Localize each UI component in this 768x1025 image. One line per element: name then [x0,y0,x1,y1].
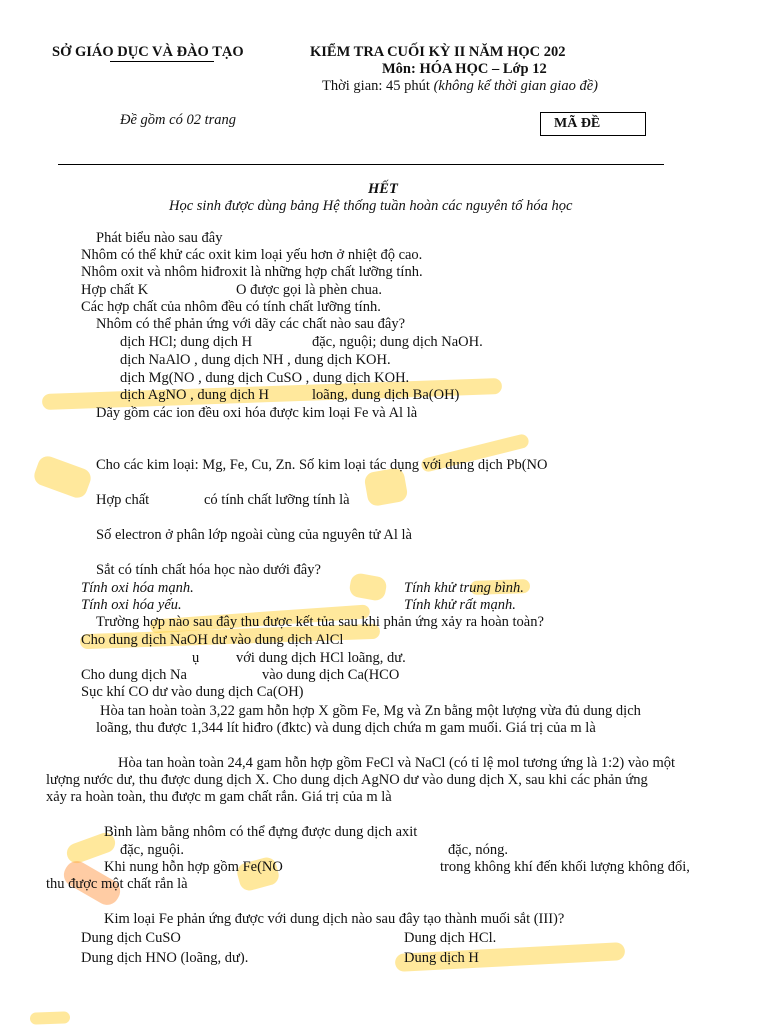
question-text: Số electron ở phân lớp ngoài cùng của nguyên tử Al là [96,527,412,543]
answer-option: Tính khử rất mạnh. [404,597,516,613]
answer-option: ụ [192,650,200,666]
highlight-mark [32,453,94,500]
question-text: Sắt có tính chất hóa học nào dưới đây? [96,562,321,578]
answer-option: đặc, nóng. [448,842,508,858]
answer-option: Dung dịch HCl. [404,930,497,946]
answer-option: dịch HCl; dung dịch H [120,334,253,350]
question-text: Hòa tan hoàn toàn 24,4 gam hỗn hợp gồm FeCl và NaCl (có tỉ lệ mol tương ứng là 1:2) vào một [118,755,675,771]
answer-option: Dung dịch H [404,950,479,966]
underline [110,61,214,62]
answer-option: Cho dung dịch NaOH dư vào dung dịch AlCl [81,632,344,648]
question-text: có tính chất lưỡng tính là [204,492,350,508]
answer-option: dịch Mg(NO , dung dịch CuSO , dung dịch KOH. [120,370,410,386]
answer-option: Tính oxi hóa yếu. [81,597,182,613]
answer-option: dịch NaAlO , dung dịch NH , dung dịch KOH. [120,352,391,368]
subject-line: Môn: HÓA HỌC – Lớp 12 [382,61,547,77]
answer-option: Nhôm oxit và nhôm hiđroxit là những hợp chất lưỡng tính. [81,264,423,280]
divider [58,164,664,165]
question-text: Khi nung hỗn hợp gồm Fe(NO [104,859,283,875]
time-line [322,78,598,95]
question-text: Phát biểu nào sau đây [96,230,223,246]
question-text: trong không khí đến khối lượng không đổi, [440,859,690,875]
question-text: thu được một chất rắn là [46,876,188,892]
department-name: SỞ GIÁO DỤC VÀ ĐÀO TẠO [52,44,244,60]
question-text: Bình làm bằng nhôm có thể đựng được dung dịch axit [104,824,418,840]
question-text: Cho các kim loại: Mg, Fe, Cu, Zn. Số kim loại tác dụng với dung dịch Pb(NO [96,457,548,473]
exam-code-label: MÃ ĐỀ [554,116,601,131]
answer-option: Sục khí CO dư vào dung dịch Ca(OH) [81,684,304,700]
page-count: Đề gồm có 02 trang [120,112,236,128]
question-text: Trường hợp nào sau đây thu được kết tủa sau khi phản ứng xảy ra hoàn toàn? [96,614,544,630]
answer-option: dịch AgNO , dung dịch H [120,387,270,403]
question-text: Hòa tan hoàn toàn 3,22 gam hỗn hợp X gồm Fe, Mg và Zn bằng một lượng vừa đủ dung dịch [100,703,641,719]
answer-option: với dung dịch HCl loãng, dư. [236,650,406,666]
highlight-mark [30,1011,70,1024]
question-text: Kim loại Fe phản ứng được với dung dịch nào sau đây tạo thành muối sắt (III)? [104,911,565,927]
answer-option: Các hợp chất của nhôm đều có tính chất lưỡng tính. [81,299,381,315]
question-text: lượng nước dư, thu được dung dịch X. Cho dung dịch AgNO dư vào dung dịch X, sau khi các phản ứng [46,772,648,788]
time-note: (không kể thời gian giao đề) [433,78,598,94]
question-text: Dãy gồm các ion đều oxi hóa được kim loại Fe và Al là [96,405,418,421]
question-text: Nhôm có thể phản ứng với dãy các chất nào sau đây? [96,316,406,332]
answer-option: loãng, dung dịch Ba(OH) [312,387,460,403]
answer-option: Tính khử trung bình. [404,580,524,596]
highlight-mark [348,572,388,602]
instruction-note: Học sinh được dùng bảng Hệ thống tuần hoàn các nguyên tố hóa học [169,198,573,214]
time-text: Thời gian: 45 phút [322,78,430,94]
question-text: Hợp chất [96,492,150,508]
end-marker: HẾT [368,181,398,197]
answer-option: đặc, nguội. [120,842,185,858]
answer-option: vào dung dịch Ca(HCO [262,667,400,683]
question-text: xảy ra hoàn toàn, thu được m gam chất rắn. Giá trị của m là [46,789,392,805]
answer-option: Tính oxi hóa mạnh. [81,580,194,596]
answer-option: đặc, nguội; dung dịch NaOH. [312,334,483,350]
answer-option: Cho dung dịch Na [81,667,187,683]
answer-option: Dung dịch CuSO [81,930,181,946]
question-text: loãng, thu được 1,344 lít hiđro (đktc) và dung dịch chứa m gam muối. Giá trị của m là [96,720,596,736]
answer-option: Dung dịch HNO (loãng, dư). [81,950,249,966]
answer-option: Hợp chất K [81,282,149,298]
answer-option: O được gọi là phèn chua. [236,282,382,298]
answer-option: Nhôm có thể khử các oxit kim loại yếu hơn ở nhiệt độ cao. [81,247,423,263]
exam-title: KIỂM TRA CUỐI KỲ II NĂM HỌC 202 [310,44,566,60]
